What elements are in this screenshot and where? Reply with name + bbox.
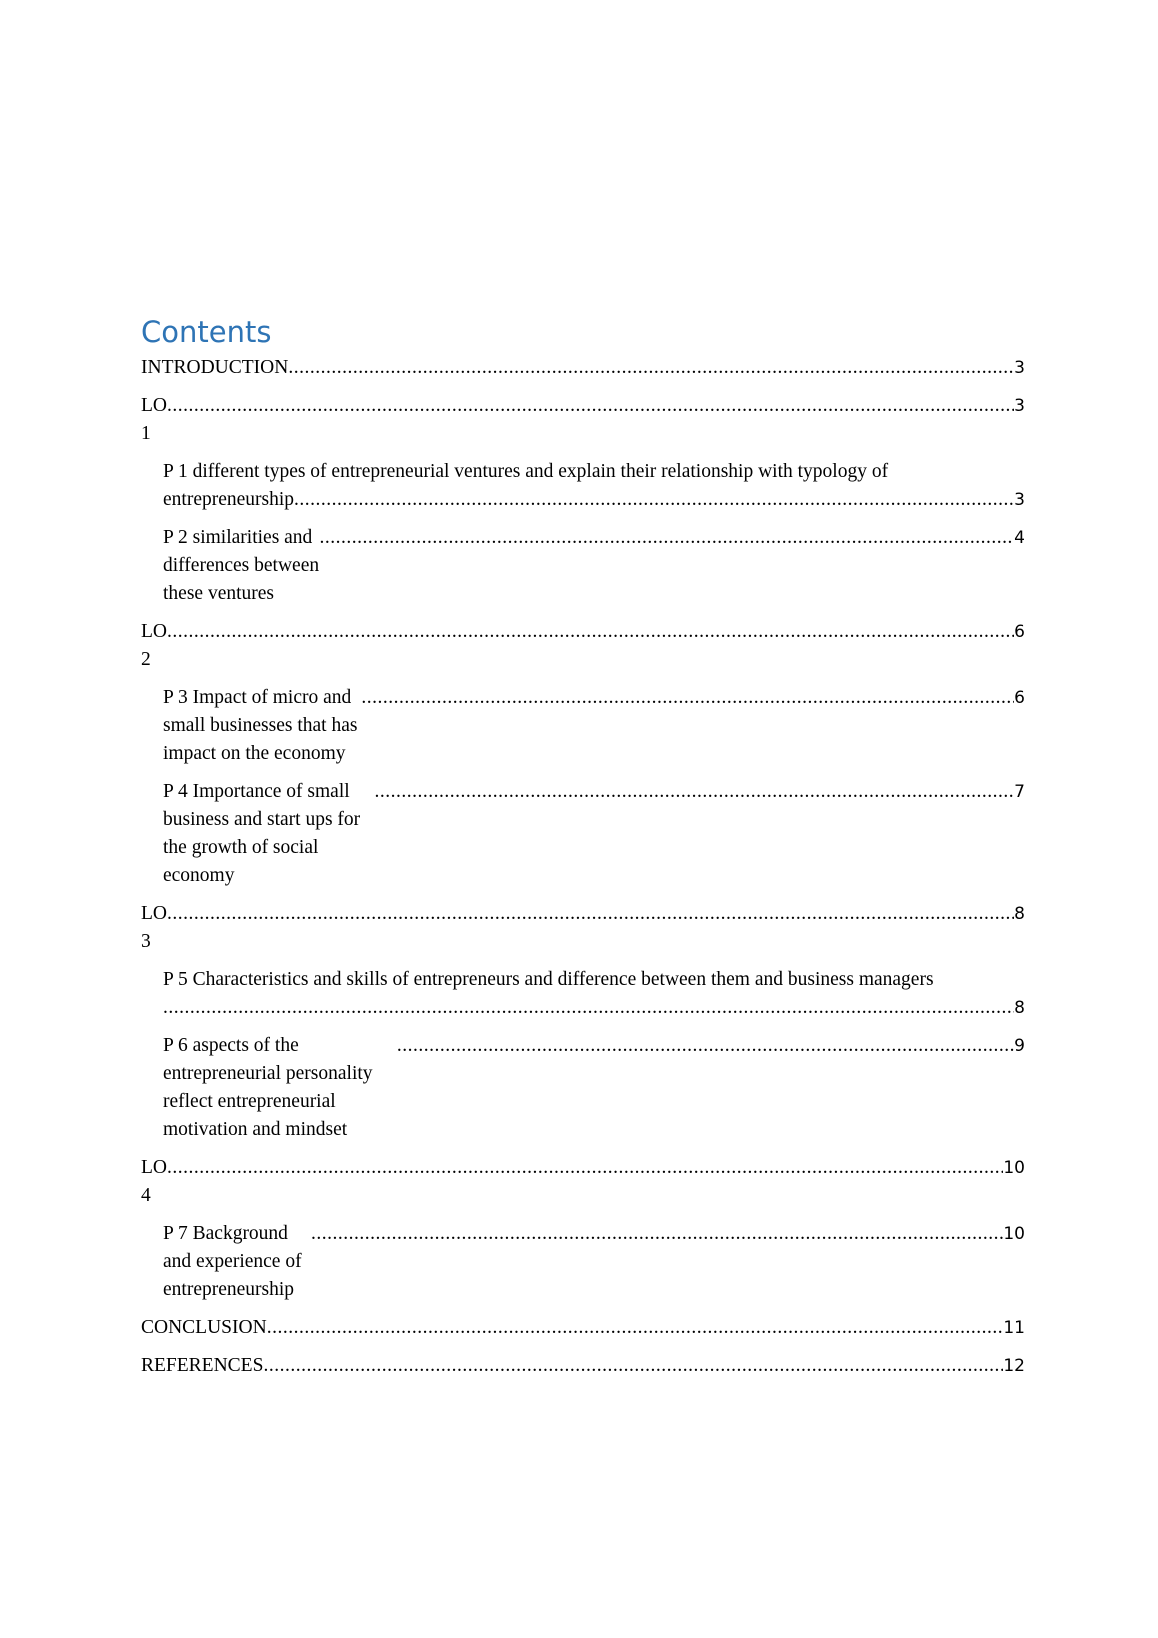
toc-entry-text: P 6 aspects of the entrepreneurial personality reflect entrepreneurial motivation and mindset: [163, 1035, 373, 1140]
toc-entry-text-line1: P 1 different types of entrepreneurial ventures and explain their relationship with typology of: [163, 461, 889, 482]
toc-page-number: 10: [1003, 1224, 1025, 1244]
toc-page-number: 8: [1014, 904, 1025, 924]
toc-leader-dots: [311, 1220, 1003, 1248]
toc-entry-text: P 7 Background and experience of entrepreneurship: [163, 1223, 302, 1300]
toc-entry-lo1[interactable]: [141, 392, 1025, 448]
toc-page-number: 12: [1003, 1356, 1025, 1376]
toc-entry-text: P 4 Importance of small business and start ups for the growth of social economy: [163, 781, 361, 886]
toc-entry-lo2[interactable]: [141, 618, 1025, 674]
toc-page-number: 4: [1014, 528, 1025, 548]
toc-entry-text: CONCLUSION: [141, 1317, 267, 1338]
toc-entry-text: entrepreneurship: [163, 489, 295, 510]
toc-entry-text: LO 3: [141, 903, 167, 952]
toc-leader-dots: [288, 354, 1014, 382]
toc-leader-dots: [167, 392, 1014, 420]
toc-page-number: 7: [1014, 782, 1025, 802]
toc-page-number: 3: [1014, 490, 1025, 510]
toc-entry-p7[interactable]: [141, 1220, 1025, 1304]
toc-leader-dots: [163, 994, 1014, 1022]
toc-entry-p1[interactable]: [141, 458, 1025, 514]
toc-leader-dots: [167, 618, 1014, 646]
toc-page-number: 6: [1014, 622, 1025, 642]
toc-leader-dots: [263, 1352, 1003, 1380]
toc-entry-p2[interactable]: [141, 524, 1025, 608]
toc-entry-p6[interactable]: [141, 1032, 1025, 1144]
toc-entry-p4[interactable]: [141, 778, 1025, 890]
toc-leader-dots: [397, 1032, 1014, 1060]
table-of-contents: [141, 315, 1025, 1390]
toc-entry-text: LO 4: [141, 1157, 167, 1206]
toc-page-number: 6: [1014, 688, 1025, 708]
toc-page-number: 10: [1003, 1158, 1025, 1178]
toc-entry-text: REFERENCES: [141, 1355, 264, 1376]
toc-page-number: 3: [1014, 358, 1025, 378]
toc-leader-dots: [374, 778, 1014, 806]
toc-leader-dots: [167, 900, 1014, 928]
toc-leader-dots: [319, 524, 1014, 552]
toc-entry-text: LO 1: [141, 395, 167, 444]
toc-entry-text: P 2 similarities and differences between these ventures: [163, 527, 320, 604]
toc-page-number: 11: [1003, 1318, 1025, 1338]
toc-entry-p5[interactable]: [141, 966, 1025, 1022]
toc-leader-dots: [361, 684, 1014, 712]
toc-entry-lo3[interactable]: [141, 900, 1025, 956]
toc-page-number: 8: [1014, 998, 1025, 1018]
toc-entry-references[interactable]: [141, 1352, 1025, 1380]
toc-entry-text: INTRODUCTION: [141, 357, 289, 378]
toc-page-number: 9: [1014, 1036, 1025, 1056]
toc-entry-introduction[interactable]: [141, 354, 1025, 382]
toc-leader-dots: [267, 1314, 1004, 1342]
toc-entry-text: P 3 Impact of micro and small businesses that has impact on the economy: [163, 687, 358, 764]
toc-entry-lo4[interactable]: [141, 1154, 1025, 1210]
toc-entry-text-line1: P 5 Characteristics and skills of entrepreneurs and difference between them and business managers: [163, 969, 934, 990]
toc-entry-p3[interactable]: [141, 684, 1025, 768]
toc-leader-dots: [167, 1154, 1003, 1182]
toc-entry-conclusion[interactable]: [141, 1314, 1025, 1342]
toc-entry-text: LO 2: [141, 621, 167, 670]
toc-leader-dots: [294, 486, 1014, 514]
toc-title: Contents: [141, 315, 272, 349]
toc-page-number: 3: [1014, 396, 1025, 416]
